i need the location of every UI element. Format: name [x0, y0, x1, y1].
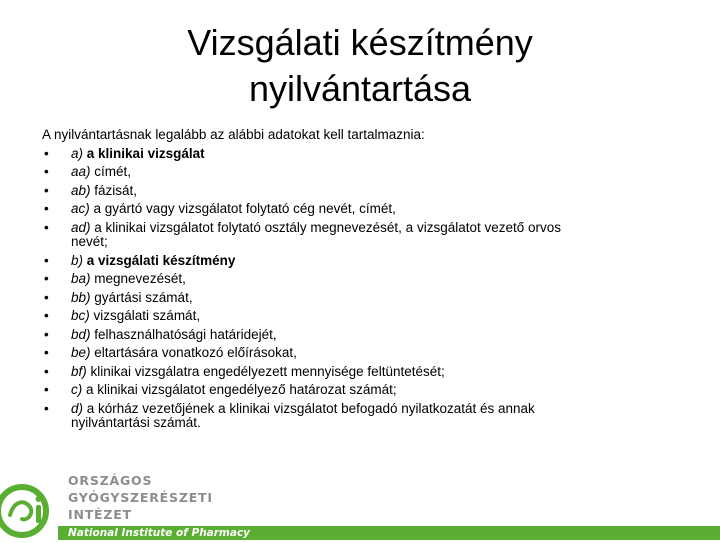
bullet-icon: •	[44, 289, 49, 305]
bullet-icon: •	[44, 201, 49, 216]
item-text: a klinikai vizsgálatot folytató osztály megnevezését, a vizsgálatot vezető orvos	[94, 219, 562, 235]
item-prefix: aa)	[71, 164, 91, 179]
institute-name	[68, 472, 213, 523]
bullet-icon: •	[44, 164, 49, 179]
content-area	[42, 126, 692, 433]
item-prefix: bc)	[71, 308, 90, 323]
bullet-icon: •	[44, 345, 49, 360]
list-item	[42, 182, 692, 201]
bullet-icon: •	[44, 271, 49, 286]
item-prefix: a)	[71, 145, 84, 161]
intro-text: A nyilvántartásnak legalább az alábbi adatokat kell tartalmaznia:	[42, 127, 425, 142]
item-text: a klinikai vizsgálatot engedélyező határozat számát;	[86, 382, 397, 397]
item-text: a klinikai vizsgálat	[86, 145, 205, 161]
item-text: vizsgálati számát,	[93, 308, 201, 323]
institute-subtitle: National Institute of Pharmacy	[68, 527, 251, 539]
item-text: a vizsgálati készítmény	[86, 252, 236, 268]
item-text: gyártási számát,	[94, 289, 193, 305]
item-text: megnevezését,	[94, 271, 186, 286]
list-item	[42, 289, 692, 308]
institute-name-line-3: INTÉZET	[68, 507, 132, 522]
list-item	[42, 200, 692, 219]
list-item	[42, 400, 692, 433]
item-prefix: b)	[71, 252, 84, 268]
item-prefix: ab)	[71, 182, 91, 198]
item-prefix: bb)	[71, 289, 91, 305]
requirements-list	[42, 145, 692, 433]
bullet-icon: •	[44, 363, 49, 379]
item-prefix: bd)	[71, 326, 91, 342]
item-text: a kórház vezetőjének a klinikai vizsgálatot befogadó nyilatkozatát és annak	[86, 400, 535, 416]
bullet-icon: •	[44, 145, 49, 161]
bullet-icon: •	[44, 252, 49, 268]
list-item	[42, 219, 692, 252]
item-prefix: be)	[71, 345, 91, 360]
bullet-icon: •	[44, 400, 49, 416]
item-text: a gyártó vagy vizsgálatot folytató cég nevét, címét,	[93, 201, 396, 216]
item-text-continued: nevét;	[71, 234, 108, 249]
list-item	[42, 145, 692, 164]
item-prefix: ad)	[71, 219, 91, 235]
item-text-continued: nyilvántartási számát.	[71, 415, 201, 430]
title-line-1: Vizsgálati készítmény	[187, 22, 533, 63]
bullet-icon: •	[44, 382, 49, 397]
item-prefix: d)	[71, 400, 84, 416]
bullet-icon: •	[44, 326, 49, 342]
item-text: eltartására vonatkozó előírásokat,	[94, 345, 297, 360]
item-prefix: bf)	[71, 363, 87, 379]
list-item	[42, 344, 692, 363]
institute-logo	[0, 455, 720, 540]
list-item	[42, 163, 692, 182]
list-item	[42, 326, 692, 345]
bullet-icon: •	[44, 308, 49, 323]
bullet-icon: •	[44, 182, 49, 198]
list-item	[42, 307, 692, 326]
pharmacy-emblem-icon	[0, 463, 60, 543]
list-item	[42, 363, 692, 382]
institute-banner	[58, 526, 720, 540]
title-line-2: nyilvántartása	[248, 68, 472, 109]
bullet-icon: •	[44, 219, 49, 235]
list-item	[42, 270, 692, 289]
item-prefix: c)	[71, 382, 83, 397]
item-text: címét,	[94, 164, 132, 179]
list-item	[42, 252, 692, 271]
item-text: klinikai vizsgálatra engedélyezett mennyisége feltüntetését;	[90, 363, 445, 379]
list-item	[42, 381, 692, 400]
item-prefix: ba)	[71, 271, 91, 286]
page-title	[0, 20, 720, 112]
institute-name-line-1: ORSZÁGOS	[68, 473, 153, 488]
item-prefix: ac)	[71, 201, 90, 216]
institute-name-line-2: GYÓGYSZERÉSZETI	[68, 490, 213, 505]
item-text: felhasználhatósági határidejét,	[94, 326, 277, 342]
item-text: fázisát,	[94, 182, 138, 198]
